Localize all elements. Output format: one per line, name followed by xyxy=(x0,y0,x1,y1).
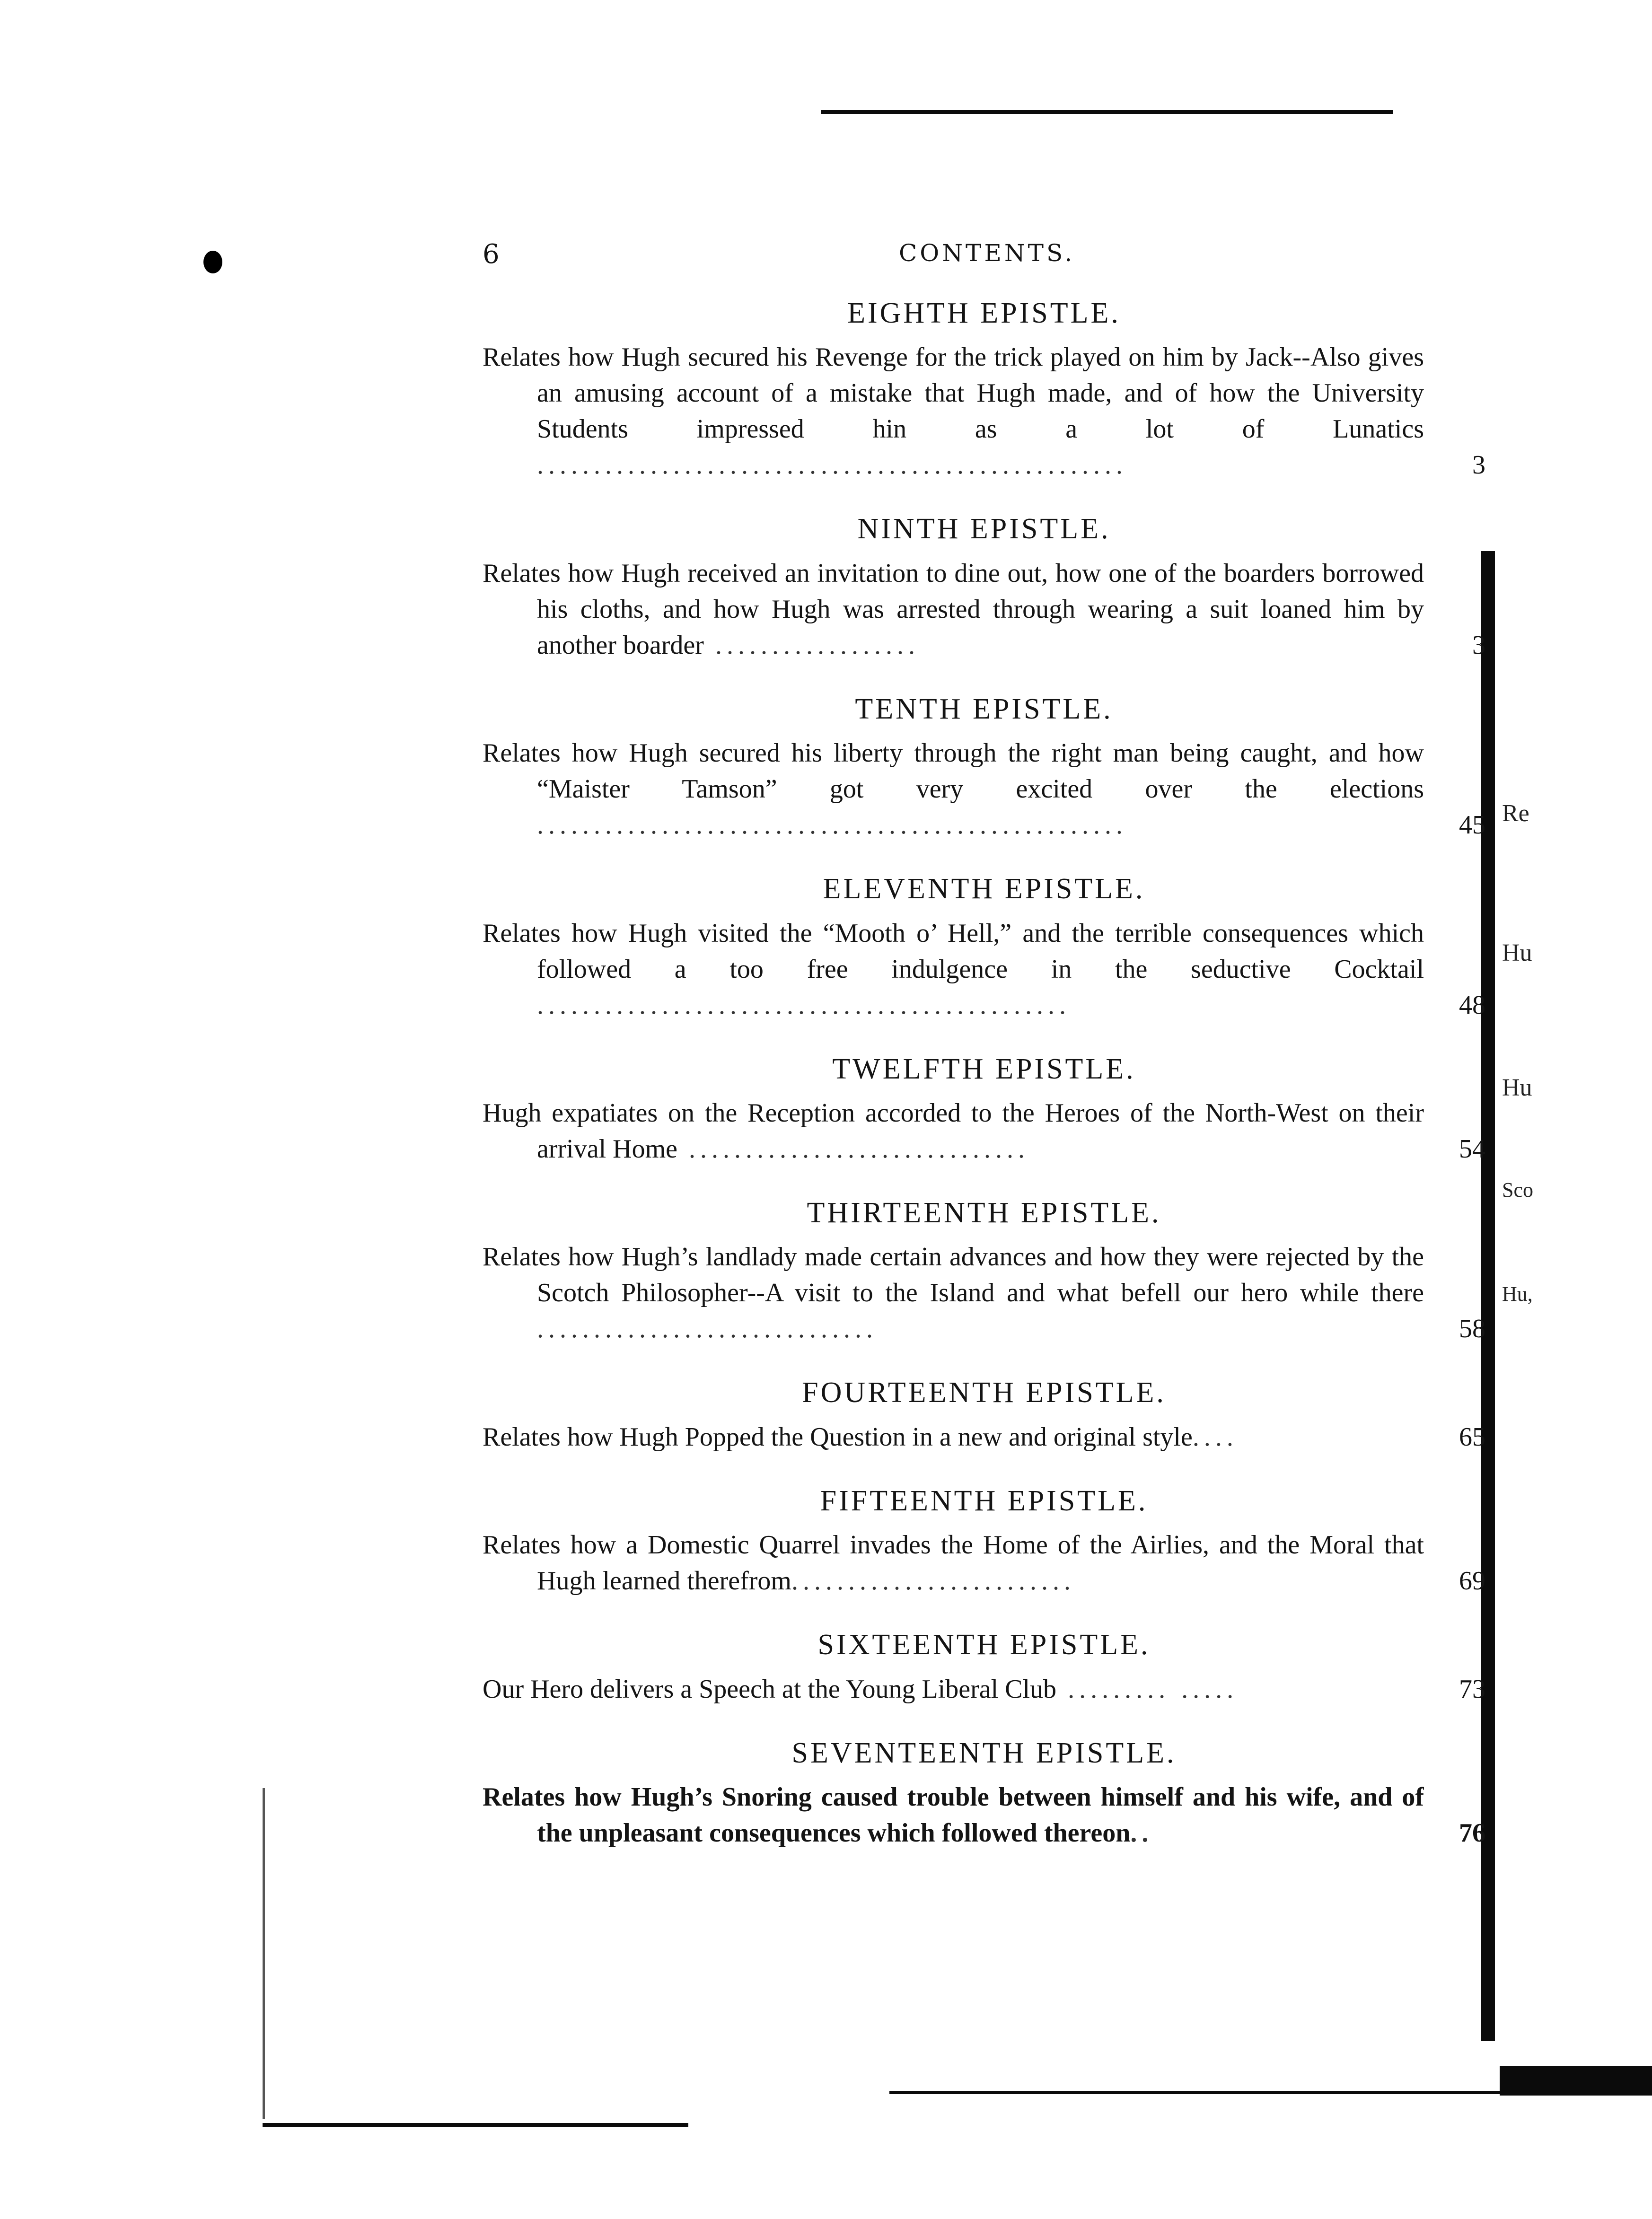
entry-heading: FOURTEENTH EPISTLE. xyxy=(802,1377,1166,1409)
entry-body xyxy=(483,339,1485,483)
toc-entry xyxy=(483,1375,1485,1455)
entry-description: Relates how a Domestic Quarrel invades the Home of the Airlies, and the Moral that Hugh learned therefrom xyxy=(483,1530,1424,1596)
scan-ink-dot xyxy=(203,251,222,273)
entry-page-number: 45 xyxy=(1459,810,1485,840)
toc-entry xyxy=(483,871,1485,1023)
entry-page-number: 3 xyxy=(1472,450,1485,480)
entry-body xyxy=(483,1527,1485,1599)
margin-fragment: Hu, xyxy=(1502,1282,1533,1306)
entry-page-number: 65 xyxy=(1459,1422,1485,1452)
entry-description: Our Hero delivers a Speech at the Young Liberal Club xyxy=(483,1674,1057,1704)
entry-page-number: 69 xyxy=(1459,1566,1485,1596)
entry-heading: TWELFTH EPISTLE. xyxy=(832,1052,1136,1085)
entry-heading: SIXTEENTH EPISTLE. xyxy=(817,1629,1151,1661)
entry-heading: THIRTEENTH EPISTLE. xyxy=(807,1196,1161,1229)
table-of-contents xyxy=(483,296,1485,1879)
entry-text xyxy=(483,1095,1424,1167)
dot-leader: .................................................... xyxy=(537,810,1127,840)
entry-description: Relates how Hugh secured his liberty through the right man being caught, and how “Maister Tamson” got very excited over the elections xyxy=(483,738,1424,804)
entry-text xyxy=(483,1239,1424,1347)
entry-description: Relates how Hugh’s Snoring caused trouble between himself and his wife, and of the unpleasant consequences which followed thereon xyxy=(483,1782,1424,1848)
entry-heading: ELEVENTH EPISTLE. xyxy=(823,873,1145,905)
entry-page-number: 54 xyxy=(1459,1134,1485,1164)
dot-leader: .... xyxy=(1192,1422,1238,1452)
dot-leader: ......................... xyxy=(791,1566,1075,1596)
entry-heading: EIGHTH EPISTLE. xyxy=(847,297,1121,329)
page-number: 6 xyxy=(483,239,500,270)
entry-heading: SEVENTEENTH EPISTLE. xyxy=(791,1737,1177,1769)
scan-top-rule xyxy=(821,110,1393,114)
entry-body xyxy=(483,1095,1485,1167)
entry-page-number: 3 xyxy=(1472,630,1485,660)
entry-text xyxy=(483,339,1424,483)
toc-entry xyxy=(483,511,1485,663)
margin-fragment: Hu xyxy=(1502,1074,1532,1101)
dot-leader: .. xyxy=(1130,1818,1153,1848)
entry-page-number: 73 xyxy=(1459,1674,1485,1704)
entry-text xyxy=(483,555,1424,663)
entry-heading: NINTH EPISTLE. xyxy=(857,513,1111,545)
margin-fragment: Hu xyxy=(1502,939,1532,966)
toc-entry xyxy=(483,1483,1485,1599)
entry-description: Relates how Hugh’s landlady made certain advances and how they were rejected by the Scotch Philosopher--A visit to the Island and what befell our hero while there xyxy=(483,1242,1424,1308)
toc-entry xyxy=(483,1195,1485,1347)
scan-bottom-rule-left xyxy=(263,2123,688,2127)
entry-text xyxy=(483,915,1424,1023)
dot-leader: .............................. xyxy=(537,1314,878,1344)
dot-leader: .................. xyxy=(703,630,920,660)
entry-page-number: 76 xyxy=(1459,1818,1485,1848)
toc-entry xyxy=(483,1627,1485,1707)
entry-body xyxy=(483,915,1485,1023)
toc-entry xyxy=(483,1052,1485,1167)
entry-text xyxy=(483,1527,1424,1599)
scan-left-edge-mark xyxy=(263,1788,265,2119)
entry-body xyxy=(483,735,1485,843)
entry-description: Relates how Hugh visited the “Mooth o’ Hell,” and the terrible consequences which followed a too free indulgence in the seductive Cocktail xyxy=(483,918,1424,984)
entry-text xyxy=(483,735,1424,843)
entry-page-number: 48 xyxy=(1459,990,1485,1020)
scan-bottom-rule-right xyxy=(889,2091,1504,2094)
running-head: CONTENTS. xyxy=(899,239,1075,267)
entry-page-number: 58 xyxy=(1459,1314,1485,1344)
entry-description: Relates how Hugh Popped the Question in a new and original style xyxy=(483,1422,1193,1452)
scan-bottom-right-block xyxy=(1500,2066,1652,2096)
dot-leader: ............................................... xyxy=(537,990,1071,1020)
entry-body xyxy=(483,1239,1485,1347)
entry-text xyxy=(483,1671,1424,1707)
margin-fragment: Re xyxy=(1502,800,1529,827)
toc-entry xyxy=(483,692,1485,843)
entry-body xyxy=(483,1419,1485,1455)
entry-text xyxy=(483,1419,1424,1455)
entry-body xyxy=(483,1779,1485,1851)
toc-entry xyxy=(483,1736,1485,1851)
entry-description: Relates how Hugh received an invitation to dine out, how one of the boarders borrowed his cloths, and how Hugh was arrested through wearing a suit loaned him by another boarder xyxy=(483,558,1424,660)
dot-leader: .............................. xyxy=(677,1134,1029,1164)
entry-description: Relates how Hugh secured his Revenge for the trick played on him by Jack--Also gives an amusing account of a mistake that Hugh made, and of how the University Students impressed hin as a lot of Lunatics xyxy=(483,342,1424,444)
toc-entry xyxy=(483,296,1485,483)
entry-heading: FIFTEENTH EPISTLE. xyxy=(820,1484,1148,1517)
dot-leader: ......... ..... xyxy=(1056,1674,1239,1704)
entry-text xyxy=(483,1779,1424,1851)
margin-fragment: Sco xyxy=(1502,1178,1533,1202)
dot-leader: .................................................... xyxy=(537,450,1127,480)
entry-heading: TENTH EPISTLE. xyxy=(855,693,1113,725)
entry-body xyxy=(483,555,1485,663)
entry-body xyxy=(483,1671,1485,1707)
entry-description: Hugh expatiates on the Reception accorded to the Heroes of the North-West on their arrival Home xyxy=(483,1098,1424,1164)
